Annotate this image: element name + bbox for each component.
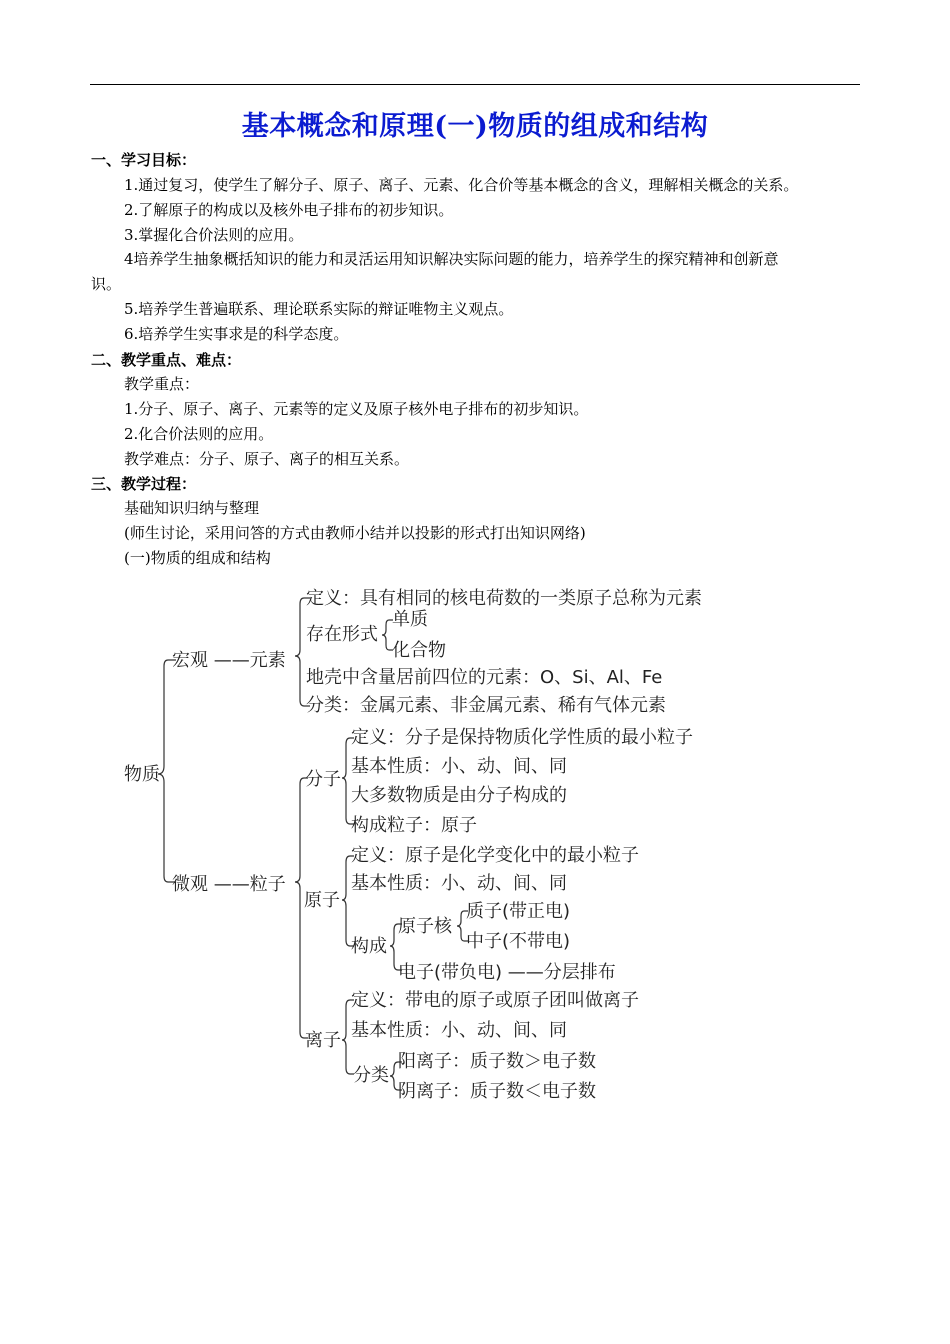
node-ion: 离子 <box>305 1030 341 1051</box>
brace-molecule <box>342 738 354 824</box>
objective-item: 2.了解原子的构成以及核外电子排布的初步知识。 <box>124 201 454 219</box>
element-definition: 定义：具有相同的核电荷数的一类原子总称为元素 <box>306 588 702 609</box>
process-line: (师生讨论，采用问答的方式由教师小结并以投影的形式打出知识网络) <box>124 524 586 542</box>
objective-item: 3.掌握化合价法则的应用。 <box>124 226 304 244</box>
process-line: 基础知识归纳与整理 <box>124 499 260 517</box>
ion-cation: 阳离子：质子数＞电子数 <box>398 1051 596 1072</box>
node-molecule: 分子 <box>305 769 341 790</box>
page-title: 基本概念和原理(一)物质的组成和结构 <box>241 111 709 142</box>
key-point-line: 2.化合价法则的应用。 <box>124 425 274 443</box>
ion-property: 基本性质：小、动、间、同 <box>351 1020 567 1041</box>
atom-property: 基本性质：小、动、间、同 <box>351 873 567 894</box>
atom-definition: 定义：原子是化学变化中的最小粒子 <box>351 845 639 866</box>
node-macro-element: 宏观 ——元素 <box>172 650 286 671</box>
section-heading-key-points: 二、教学重点、难点： <box>91 351 242 369</box>
atom-electron: 电子(带负电) ——分层排布 <box>398 962 616 983</box>
ion-anion: 阴离子：质子数＜电子数 <box>398 1081 596 1102</box>
element-crust: 地壳中含量居前四位的元素：O、Si、Al、Fe <box>306 667 663 688</box>
section-heading-process: 三、教学过程： <box>91 475 197 493</box>
brace-root <box>158 660 176 882</box>
objective-item: 5.培养学生普遍联系、理论联系实际的辩证唯物主义观点。 <box>124 300 514 318</box>
objective-item-continuation: 识。 <box>91 275 122 293</box>
objective-item: 1.通过复习，使学生了解分子、原子、离子、元素、化合价等基本概念的含义，理解相关概念的关系。 <box>124 176 799 194</box>
objective-item: 6.培养学生实事求是的科学态度。 <box>124 325 349 343</box>
atom-proton: 质子(带正电) <box>466 901 571 922</box>
molecule-most: 大多数物质是由分子构成的 <box>351 785 567 806</box>
node-micro-particle: 微观 ——粒子 <box>172 874 286 895</box>
element-form-simple: 单质 <box>392 609 428 630</box>
node-atom: 原子 <box>304 890 340 911</box>
node-substance: 物质 <box>124 764 160 785</box>
atom-composition-label: 构成 <box>351 936 387 957</box>
objective-item: 4培养学生抽象概括知识的能力和灵活运用知识解决实际问题的能力，培养学生的探究精神和创新意 <box>124 250 779 268</box>
key-point-line: 教学难点：分子、原子、离子的相互关系。 <box>124 450 410 468</box>
ion-class-label: 分类 <box>353 1065 389 1086</box>
atom-neutron: 中子(不带电) <box>466 931 571 952</box>
molecule-definition: 定义：分子是保持物质化学性质的最小粒子 <box>351 727 693 748</box>
process-line: (一)物质的组成和结构 <box>124 549 271 567</box>
brace-atom <box>342 856 354 946</box>
atom-nucleus: 原子核 <box>398 916 452 937</box>
molecule-parts: 构成粒子：原子 <box>351 815 477 836</box>
element-classes: 分类：金属元素、非金属元素、稀有气体元素 <box>306 695 666 716</box>
brace-element <box>295 598 310 706</box>
molecule-property: 基本性质：小、动、间、同 <box>351 756 567 777</box>
ion-definition: 定义：带电的原子或原子团叫做离子 <box>351 990 639 1011</box>
element-form-compound: 化合物 <box>392 640 446 661</box>
key-point-line: 1.分子、原子、离子、元素等的定义及原子核外电子排布的初步知识。 <box>124 400 589 418</box>
element-forms-label: 存在形式 <box>306 624 378 645</box>
section-heading-objectives: 一、学习目标： <box>91 151 197 169</box>
key-point-line: 教学重点： <box>124 375 200 393</box>
